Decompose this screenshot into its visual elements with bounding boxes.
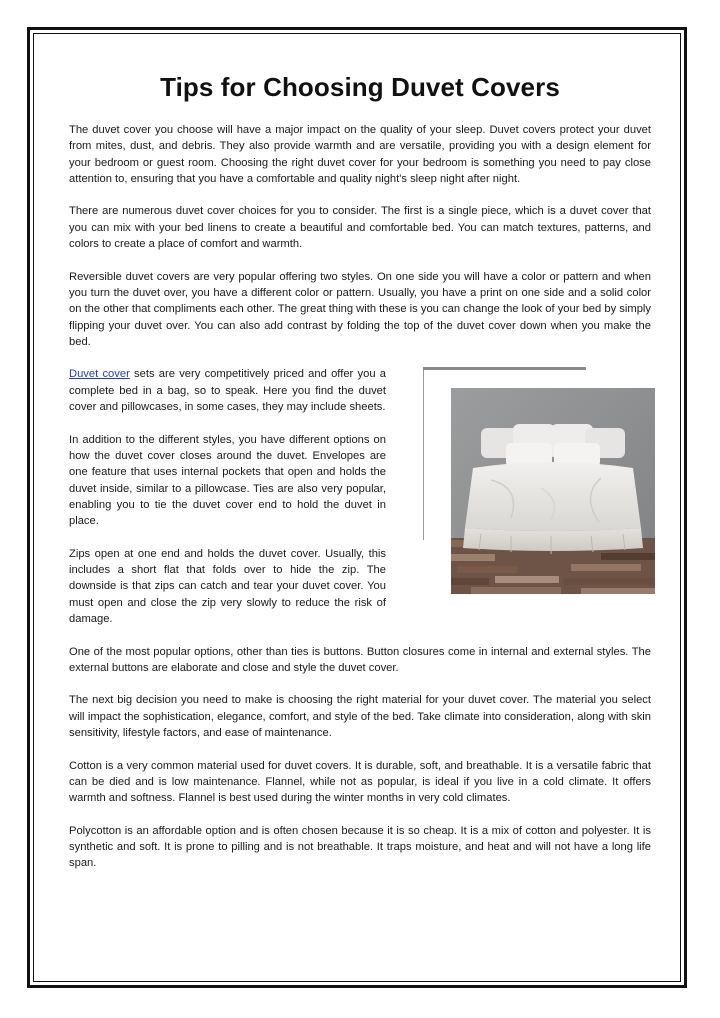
bed-photo-image [451,388,655,594]
paragraph-cotton: Cotton is a very common material used for duvet covers. It is durable, soft, and breathable. It is a versatile fabric that can be died and is low maintenance. Flannel, while not as popular, is ideal if you live in a cold climate. It offers warmth and softness. Flannel is best used during the winter months in very cold climates. [69,759,651,805]
duvet-figure [396,366,654,594]
paragraph-polycotton: Polycotton is an affordable option and is often chosen because it is so cheap. It is a mix of cotton and polyester. It is synthetic and soft. It is prone to pilling and is not breathable. It traps moisture, and heat and will not have a long life span. [69,824,651,870]
document-title: Tips for Choosing Duvet Covers [160,72,560,102]
image-rule [423,367,586,370]
paragraph-choices: There are numerous duvet cover choices for you to consider. The first is a single piece, which is a duvet cover that you can mix with your bed linens to create a beautiful and comfortable bed. You can match textures, patterns, and colors to create a place of comfort and warmth. [69,205,651,251]
document-body [69,122,651,888]
paragraph-duvet-sets-text: sets are very competitively priced and offer you a complete bed in a bag, so to speak. Here you find the duvet cover and pillowcases, in some cases, they may include sheets. [69,368,386,414]
paragraph-zips: Zips open at one end and holds the duvet cover. Usually, this includes a short flat that folds over to hide the zip. The downside is that zips can catch and tear your duvet cover. You must open and close the zip very slowly to reduce the risk of damage. [69,547,386,625]
image-rule-vertical [423,370,424,540]
paragraph-buttons: One of the most popular options, other than ties is buttons. Button closures come in internal and external styles. The external buttons are elaborate and close and style the duvet cover. [69,645,651,674]
paragraph-reversible: Reversible duvet covers are very popular offering two styles. On one side you will have a color or pattern and when you turn the duvet over, you have a different color or pattern. Usually, you have a print on one side and a solid color on the other that compliments each other. The great thing with these is you can change the look of your bed by simply flipping your duvet over. You can also add contrast by folding the top of the duvet cover down when you make the bed. [69,270,651,348]
paragraph-intro: The duvet cover you choose will have a major impact on the quality of your sleep. Duvet covers protect your duvet from mites, dust, and debris. They also provide warmth and are versatile, providing you with a design element for your bedroom or guest room. Choosing the right duvet cover for your bedroom is something you need to pay close attention to, ensuring that you have a comfortable and quality night's sleep night after night. [69,124,651,185]
image-wrap-section [69,366,651,627]
duvet-cover-link[interactable]: Duvet cover [69,368,130,381]
paragraph-material: The next big decision you need to make is choosing the right material for your duvet cover. The material you select will impact the sophistication, elegance, comfort, and style of the bed. Take climate into consideration, along with skin sensitivity, lifestyle factors, and ease of maintenance. [69,694,651,739]
paragraph-closures: In addition to the different styles, you have different options on how the duvet cover closes around the duvet. Envelopes are one feature that uses internal pockets that open and holds the duvet inside, similar to a pillowcase. Ties are also very popular, enabling you to tie the duvet cover end to hold the duvet in place. [69,433,386,528]
